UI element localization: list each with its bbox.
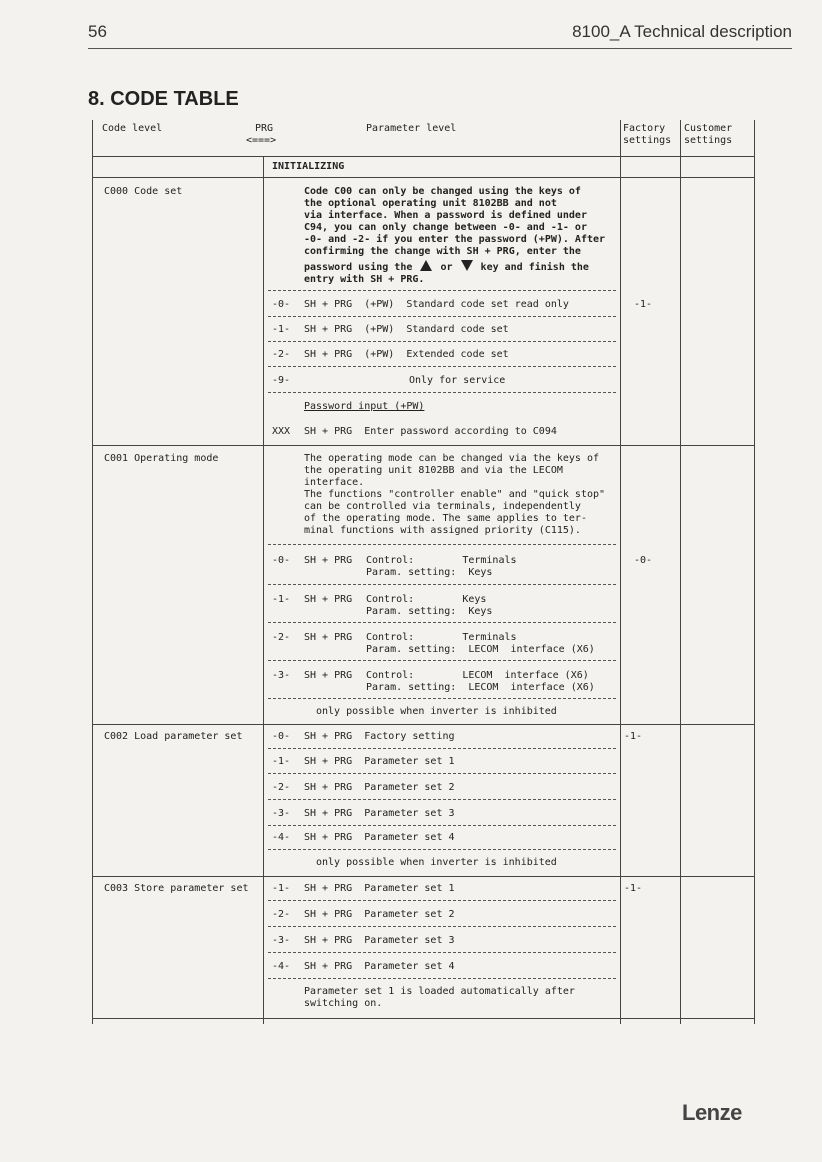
c001-option-num: -1-	[272, 594, 291, 605]
c001-note: only possible when inverter is inhibited	[316, 706, 557, 717]
c003-factory-setting: -1-	[624, 883, 643, 894]
dashed-separator	[268, 900, 616, 901]
c001-desc-line: of the operating mode. The same applies to ter-	[304, 513, 587, 524]
code-c002: C002 Load parameter set	[104, 731, 243, 742]
dashed-separator	[268, 290, 616, 291]
lenze-logo: Lenze	[682, 1100, 742, 1125]
dashed-separator	[268, 926, 616, 927]
c003-option-num: -2-	[272, 909, 291, 920]
header-arrow: <===>	[246, 135, 277, 146]
c000-option-num: -2-	[272, 349, 291, 360]
header-customer-line1: Customer	[684, 123, 733, 134]
c002-option-text: SH + PRG Parameter set 2	[304, 782, 455, 793]
c000-option-num: -1-	[272, 324, 291, 335]
c000-service-num: -9-	[272, 375, 291, 386]
c000-option-text: SH + PRG (+PW) Standard code set	[304, 324, 509, 335]
dashed-separator	[268, 698, 616, 699]
c002-option-num: -4-	[272, 832, 291, 843]
c000-option-text: SH + PRG (+PW) Extended code set	[304, 349, 509, 360]
header-divider	[88, 48, 792, 49]
page-number: 56	[88, 22, 107, 41]
c003-option-num: -4-	[272, 961, 291, 972]
header-code-level: Code level	[102, 123, 163, 134]
c000-factory-setting: -1-	[634, 299, 653, 310]
c000-arrow-mid: or	[440, 262, 453, 273]
row-divider-c003	[92, 876, 754, 877]
c000-desc-line: Code C00 can only be changed using the keys of	[304, 186, 581, 197]
c001-option-param: Param. setting: LECOM interface (X6)	[366, 644, 595, 655]
c000-password-num: XXX	[272, 426, 291, 437]
up-arrow-key-icon	[420, 260, 432, 271]
dashed-separator	[268, 366, 616, 367]
c000-arrow-post: key and finish the	[480, 262, 589, 273]
c000-password-heading: Password input (+PW)	[304, 401, 425, 412]
c001-desc-line: can be controlled via terminals, independently	[304, 501, 581, 512]
dashed-separator	[268, 622, 616, 623]
dashed-separator	[268, 316, 616, 317]
c003-option-text: SH + PRG Parameter set 2	[304, 909, 455, 920]
c000-desc-line: entry with SH + PRG.	[304, 274, 425, 285]
c003-option-text: SH + PRG Parameter set 4	[304, 961, 455, 972]
c003-note-line: Parameter set 1 is loaded automatically after	[304, 986, 575, 997]
down-arrow-key-icon	[461, 260, 473, 271]
c001-desc-line: The functions "controller enable" and "quick stop"	[304, 489, 606, 500]
section-title: 8. CODE TABLE	[88, 88, 239, 110]
dashed-separator	[268, 544, 616, 545]
c003-option-text: SH + PRG Parameter set 1	[304, 883, 455, 894]
c000-service-text: Only for service	[409, 375, 506, 386]
c002-option-num: -3-	[272, 808, 291, 819]
c001-option-control: Control: Terminals	[366, 555, 517, 566]
header-factory-line2: settings	[623, 135, 672, 146]
c000-desc-line: confirming the change with SH + PRG, enter the	[304, 246, 581, 257]
c001-option-param: Param. setting: LECOM interface (X6)	[366, 682, 595, 693]
c001-option-keys: SH + PRG	[304, 594, 353, 605]
dashed-separator	[268, 660, 616, 661]
c001-option-control: Control: LECOM interface (X6)	[366, 670, 589, 681]
code-c000: C000 Code set	[104, 186, 183, 197]
table-bottom-line	[92, 1018, 754, 1019]
c002-factory-setting: -1-	[624, 731, 643, 742]
c003-note-line: switching on.	[304, 998, 383, 1009]
c003-option-num: -3-	[272, 935, 291, 946]
c001-desc-line: interface.	[304, 477, 365, 488]
table-border-left	[92, 120, 93, 1024]
dashed-separator	[268, 392, 616, 393]
c002-option-text: SH + PRG Factory setting	[304, 731, 455, 742]
initializing-label: INITIALIZING	[272, 161, 345, 172]
dashed-separator	[268, 849, 616, 850]
c001-desc-line: the operating unit 8102BB and via the LECOM	[304, 465, 563, 476]
c001-option-control: Control: Keys	[366, 594, 487, 605]
header-parameter-level: Parameter level	[366, 123, 457, 134]
c000-desc-line: via interface. When a password is defined under	[304, 210, 587, 221]
c000-desc-line: the optional operating unit 8102BB and not	[304, 198, 557, 209]
row-divider-c002	[92, 724, 754, 725]
c002-option-text: SH + PRG Parameter set 4	[304, 832, 455, 843]
document-title: 8100_A Technical description	[572, 22, 792, 41]
column-divider-prg	[263, 156, 264, 1024]
row-divider-c001	[92, 445, 754, 446]
dashed-separator	[268, 773, 616, 774]
dashed-separator	[268, 341, 616, 342]
c000-option-text: SH + PRG (+PW) Standard code set read only	[304, 299, 569, 310]
code-c003: C003 Store parameter set	[104, 883, 249, 894]
dashed-separator	[268, 799, 616, 800]
column-divider-factory	[620, 120, 621, 1024]
c002-option-num: -2-	[272, 782, 291, 793]
c001-option-num: -2-	[272, 632, 291, 643]
c002-option-text: SH + PRG Parameter set 1	[304, 756, 455, 767]
c003-option-text: SH + PRG Parameter set 3	[304, 935, 455, 946]
c000-option-num: -0-	[272, 299, 291, 310]
dashed-separator	[268, 748, 616, 749]
dashed-separator	[268, 978, 616, 979]
c001-option-keys: SH + PRG	[304, 555, 353, 566]
c000-arrow-pre: password using the	[304, 262, 413, 273]
c001-option-keys: SH + PRG	[304, 632, 353, 643]
c001-option-param: Param. setting: Keys	[366, 606, 493, 617]
c000-desc-line: -0- and -2- if you enter the password (+PW). After	[304, 234, 606, 245]
c001-factory-setting: -0-	[634, 555, 653, 566]
c002-option-text: SH + PRG Parameter set 3	[304, 808, 455, 819]
c001-option-param: Param. setting: Keys	[366, 567, 493, 578]
c001-option-num: -3-	[272, 670, 291, 681]
initializing-bottom-line	[92, 177, 754, 178]
c002-note: only possible when inverter is inhibited	[316, 857, 557, 868]
code-c001: C001 Operating mode	[104, 453, 219, 464]
header-bottom-line	[92, 156, 754, 157]
header-customer-line2: settings	[684, 135, 733, 146]
c000-password-text: SH + PRG Enter password according to C094	[304, 426, 557, 437]
c002-option-num: -0-	[272, 731, 291, 742]
c003-option-num: -1-	[272, 883, 291, 894]
c001-option-keys: SH + PRG	[304, 670, 353, 681]
c001-desc-line: minal functions with assigned priority (C115).	[304, 525, 581, 536]
column-divider-customer	[680, 120, 681, 1024]
dashed-separator	[268, 952, 616, 953]
c000-desc-arrow-line	[304, 260, 589, 274]
table-border-right	[754, 120, 755, 1024]
dashed-separator	[268, 584, 616, 585]
c001-option-control: Control: Terminals	[366, 632, 517, 643]
header-prg: PRG	[255, 123, 274, 134]
header-factory-line1: Factory	[623, 123, 666, 134]
c000-desc-line: C94, you can only change between -0- and -1- or	[304, 222, 587, 233]
c002-option-num: -1-	[272, 756, 291, 767]
dashed-separator	[268, 825, 616, 826]
c001-option-num: -0-	[272, 555, 291, 566]
c001-desc-line: The operating mode can be changed via the keys of	[304, 453, 600, 464]
